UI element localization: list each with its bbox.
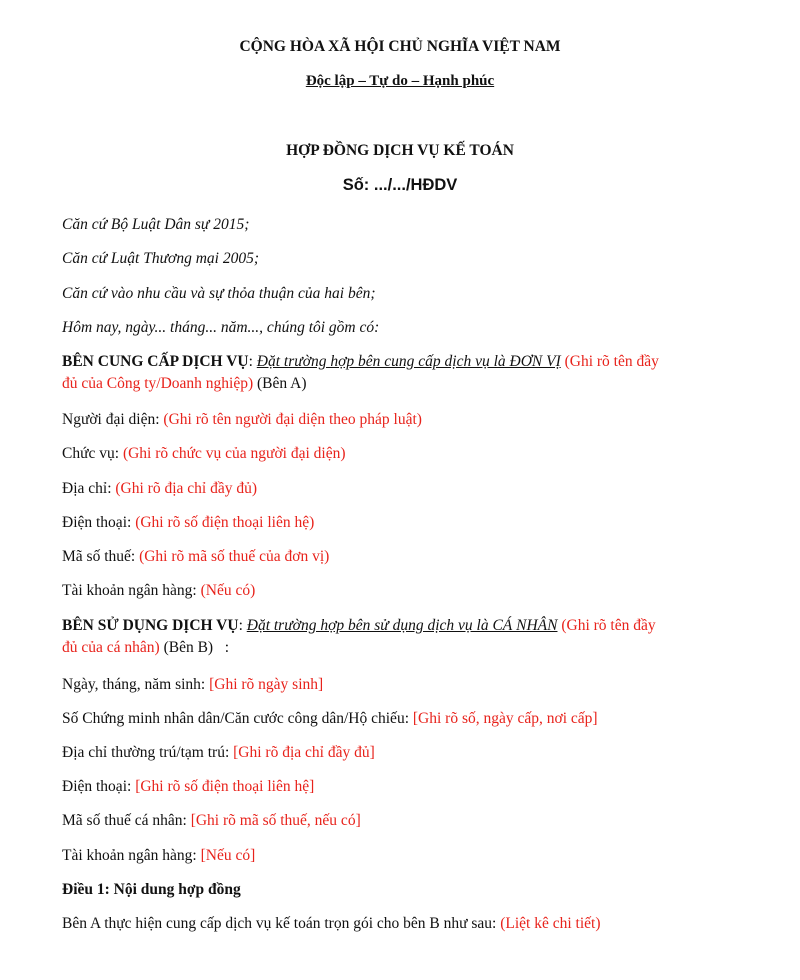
field-value: [Ghi rõ mã số thuế, nếu có] [190, 812, 361, 829]
field-value: (Nếu có) [200, 582, 256, 599]
preamble-line: Căn cứ Luật Thương mại 2005; [62, 250, 259, 267]
party-a-field-address [62, 478, 760, 500]
party-b-note: (Ghi rõ tên đầy [557, 617, 656, 634]
party-b-note-cont: đủ của cá nhân) [62, 639, 160, 656]
party-a-suffix: (Bên A) [253, 375, 307, 392]
field-value: [Ghi rõ số, ngày cấp, nơi cấp] [412, 710, 598, 727]
party-b-heading-cont [62, 637, 760, 659]
contract-title: HỢP ĐỒNG DỊCH VỤ KẾ TOÁN [286, 142, 514, 159]
field-label: Địa chỉ: [62, 480, 116, 497]
party-a-colon: : [248, 353, 257, 370]
party-a-note-cont: đủ của Công ty/Doanh nghiệp) [62, 375, 254, 392]
preamble-line: Căn cứ Bộ Luật Dân sự 2015; [62, 216, 250, 233]
party-b-case-note: Đặt trường hợp bên sử dụng dịch vụ là CÁ NHÂN [246, 617, 558, 634]
field-label: Số Chứng minh nhân dân/Căn cước công dân/Hộ chiếu: [62, 710, 413, 727]
party-a-heading-cont [62, 373, 760, 395]
field-label: Tài khoản ngân hàng: [62, 582, 201, 599]
field-value: [Nếu có] [200, 847, 256, 864]
party-a-label: BÊN CUNG CẤP DỊCH VỤ [62, 353, 249, 370]
party-a-heading [62, 351, 760, 373]
party-a-field-representative [62, 409, 760, 431]
party-a-field-position [62, 443, 760, 465]
party-b-field-address [62, 742, 760, 764]
article-1-heading: Điều 1: Nội dung hợp đồng [62, 881, 241, 898]
field-value: (Ghi rõ chức vụ của người đại diện) [122, 445, 346, 462]
field-value: (Ghi rõ số điện thoại liên hệ) [135, 514, 315, 531]
field-label: Điện thoại: [62, 514, 136, 531]
field-label: Điện thoại: [62, 778, 136, 795]
field-label: Người đại diện: [62, 411, 164, 428]
party-b-suffix: (Bên B) : [159, 639, 229, 656]
party-b-field-tax-code [62, 810, 760, 832]
article-1-text [62, 913, 760, 935]
party-a-case-note: Đặt trường hợp bên cung cấp dịch vụ là ĐƠN VỊ [256, 353, 561, 370]
field-value: [Ghi rõ ngày sinh] [209, 676, 324, 693]
party-b-field-bank [62, 845, 760, 867]
party-a-field-phone [62, 512, 760, 534]
party-a-field-bank [62, 580, 760, 602]
party-b-field-phone [62, 776, 760, 798]
field-label: Chức vụ: [62, 445, 123, 462]
field-label: Ngày, tháng, năm sinh: [62, 676, 210, 693]
national-motto: Độc lập – Tự do – Hạnh phúc [305, 73, 495, 89]
article-1-body: Bên A thực hiện cung cấp dịch vụ kế toán trọn gói cho bên B như sau: [62, 915, 501, 932]
preamble-line: Hôm nay, ngày... tháng... năm..., chúng tôi gồm có: [62, 319, 380, 336]
national-header: CỘNG HÒA XÃ HỘI CHỦ NGHĨA VIỆT NAM [239, 38, 561, 55]
article-1-value: (Liệt kê chi tiết) [500, 915, 601, 932]
party-b-field-birthdate [62, 674, 760, 696]
field-value: (Ghi rõ tên người đại diện theo pháp luật) [163, 411, 422, 428]
field-label: Mã số thuế cá nhân: [62, 812, 191, 829]
field-value: (Ghi rõ mã số thuế của đơn vị) [139, 548, 330, 565]
party-b-field-id [62, 708, 760, 730]
preamble-line: Căn cứ vào nhu cầu và sự thỏa thuận của hai bên; [62, 285, 376, 302]
party-b-label: BÊN SỬ DỤNG DỊCH VỤ [62, 617, 239, 634]
field-label: Địa chỉ thường trú/tạm trú: [62, 744, 234, 761]
field-value: [Ghi rõ địa chỉ đầy đủ] [233, 744, 375, 761]
party-a-field-tax-code [62, 546, 760, 568]
field-label: Mã số thuế: [62, 548, 140, 565]
party-b-heading [62, 615, 760, 637]
party-b-colon: : [238, 617, 247, 634]
field-label: Tài khoản ngân hàng: [62, 847, 201, 864]
party-a-note: (Ghi rõ tên đầy [560, 353, 659, 370]
field-value: [Ghi rõ số điện thoại liên hệ] [135, 778, 315, 795]
field-value: (Ghi rõ địa chỉ đầy đủ) [115, 480, 257, 497]
contract-number: Số: .../.../HĐDV [342, 176, 458, 194]
